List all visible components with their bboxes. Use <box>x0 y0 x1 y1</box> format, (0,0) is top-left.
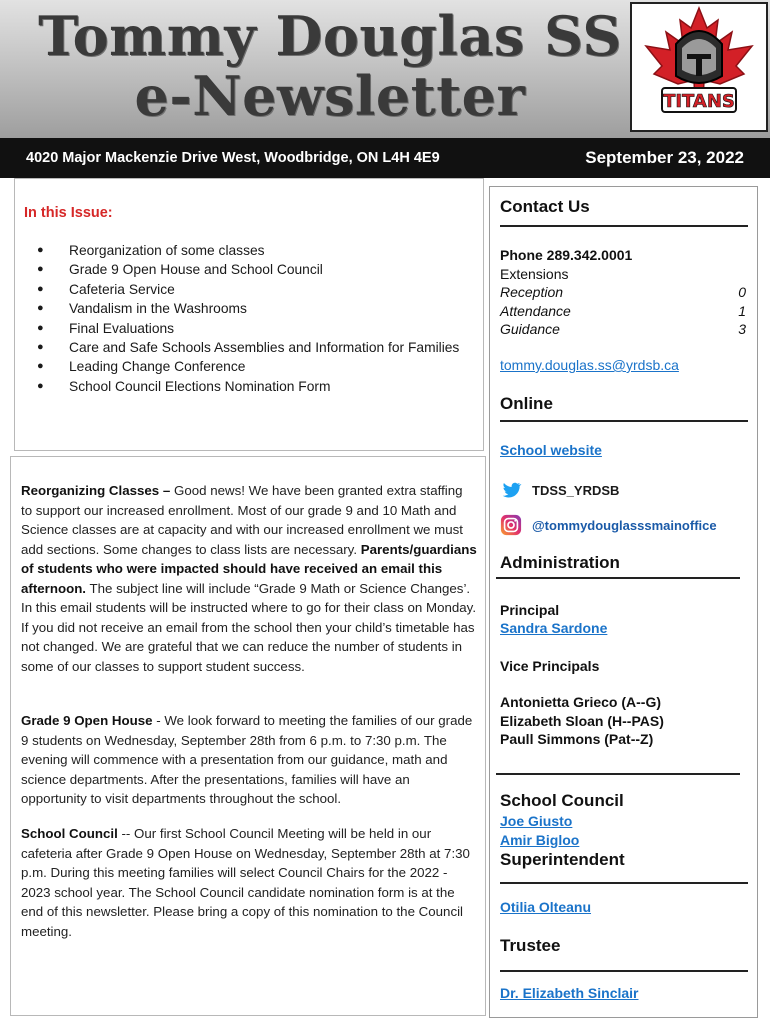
phone-number: Phone 289.342.0001 <box>500 247 633 263</box>
online-heading: Online <box>500 394 553 413</box>
principal-label: Principal <box>500 602 560 618</box>
twitter-row[interactable] <box>500 479 750 501</box>
divider <box>496 773 740 775</box>
title-line-1: Tommy Douglas SS <box>38 4 622 68</box>
article-text: - We look forward to meeting the families of our grade 9 students on Wednesday, September 28th from 6 p.m. to 7:30 p.m. The evening will commence with a presentation from our guidance, math and science departments. After the presentations, families will have an opportunity to visit departments throughout the school. <box>21 713 473 806</box>
divider <box>500 225 748 227</box>
issue-date: September 23, 2022 <box>585 148 744 167</box>
twitter-icon <box>500 479 522 501</box>
extension-name: Attendance <box>500 302 571 319</box>
instagram-handle: @tommydouglasssmainoffice <box>532 517 717 533</box>
vice-principals-list <box>500 693 750 749</box>
issue-item: ● Final Evaluations <box>37 319 459 338</box>
extension-number: 0 <box>738 284 746 301</box>
titans-logo <box>630 2 768 132</box>
article-heading: Reorganizing Classes – <box>21 483 171 498</box>
extension-row <box>500 283 750 302</box>
divider <box>500 882 748 884</box>
article-text: The subject line will include “Grade 9 Math or Science Changes’. In this email students will be instructed where to go for their class on Monday. If you did not receive an email from the school then your child’s timetable has not changed. We are grateful that we can reduce the number of students in some of our classes to support student success. <box>21 580 477 674</box>
instagram-icon <box>500 514 522 536</box>
article-emphasis: Parents/guardians of students who were impacted should have received an email this afternoon. <box>21 541 477 596</box>
issue-item: ● Reorganization of some classes <box>37 241 459 260</box>
instagram-row[interactable] <box>500 514 750 536</box>
vice-principal-name: Elizabeth Sloan (H--PAS) <box>500 712 664 729</box>
issue-list <box>37 241 459 396</box>
article-text: Good news! We have been granted extra staffing to support our increased enrollment. Most of our grade 9 and 10 Math and Science classes are at capacity and with our increased enrollment we must add sections. Some changes to class lists are necessary. <box>21 483 463 557</box>
contact-us-heading: Contact Us <box>500 197 590 216</box>
titans-logo-icon <box>632 4 766 130</box>
article-heading: Grade 9 Open House <box>21 713 153 728</box>
divider <box>496 577 740 579</box>
superintendent-link[interactable]: Otilia Olteanu <box>500 899 592 915</box>
school-address: 4020 Major Mackenzie Drive West, Woodbridge, ON L4H 4E9 <box>26 150 440 166</box>
council-member-link[interactable]: Joe Giusto <box>500 813 573 829</box>
divider <box>500 970 748 972</box>
vice-principal-name: Paull Simmons (Pat--Z) <box>500 731 654 748</box>
extensions-label: Extensions <box>500 265 569 282</box>
issue-item: ● School Council Elections Nomination Form <box>37 377 459 396</box>
vice-principal-name: Antonietta Grieco (A--G) <box>500 694 661 710</box>
contact-sidebar <box>489 186 758 1018</box>
newsletter-title <box>0 6 660 126</box>
extension-name: Reception <box>500 284 564 301</box>
contact-details <box>500 246 750 339</box>
issue-item: ● Vandalism in the Washrooms <box>37 299 459 318</box>
extension-number: 1 <box>738 302 746 319</box>
logo-text: TITANS <box>663 91 735 112</box>
in-this-issue-heading: In this Issue: <box>24 205 113 221</box>
address-bar <box>0 138 770 178</box>
extension-name: Guidance <box>500 321 560 338</box>
issue-item: ● Grade 9 Open House and School Council <box>37 260 459 279</box>
vice-principals-label: Vice Principals <box>500 658 600 674</box>
trustee-heading: Trustee <box>500 936 561 955</box>
article-grade9-open-house <box>21 711 477 809</box>
article-reorganizing-classes <box>21 481 477 676</box>
school-website-link[interactable]: School website <box>500 442 602 458</box>
twitter-handle: TDSS_YRDSB <box>532 482 620 498</box>
extension-row <box>500 302 750 321</box>
trustee-link[interactable]: Dr. Elizabeth Sinclair <box>500 985 639 1001</box>
extension-number: 3 <box>738 321 746 338</box>
article-heading: School Council <box>21 826 118 841</box>
issue-item: ● Cafeteria Service <box>37 280 459 299</box>
title-line-2: e-Newsletter <box>134 64 526 128</box>
school-council-heading: School Council <box>500 791 624 810</box>
issue-item: ● Care and Safe Schools Assemblies and Information for Families <box>37 338 459 357</box>
issue-item: ● Leading Change Conference <box>37 357 459 376</box>
divider <box>500 420 748 422</box>
article-text: -- Our first School Council Meeting will be held in our cafeteria after Grade 9 Open House on Wednesday, September 28th at 7:30 p.m. During this meeting families will select Council Chairs for the 2022 - 2023 school year. The School Council candidate nomination form is at the end of this newsletter. Please bring a copy of this nomination to the Council meeting. <box>21 826 470 939</box>
superintendent-heading: Superintendent <box>500 850 625 869</box>
articles-box <box>10 456 486 1016</box>
newsletter-banner <box>0 0 770 138</box>
email-link[interactable]: tommy.douglas.ss@yrdsb.ca <box>500 357 679 373</box>
council-member-link[interactable]: Amir Bigloo <box>500 832 580 848</box>
administration-heading: Administration <box>500 553 620 572</box>
article-school-council <box>21 824 477 941</box>
in-this-issue-box <box>14 178 484 451</box>
principal-link[interactable]: Sandra Sardone <box>500 620 608 636</box>
extension-row <box>500 320 750 339</box>
